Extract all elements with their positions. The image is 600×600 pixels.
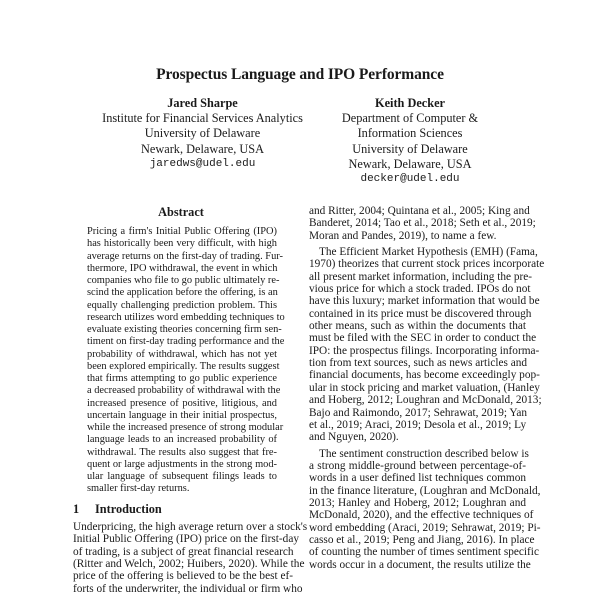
body-line: other means, such as within the documents that [309, 320, 526, 333]
body-line: Moran and Pandes, 2019), to name a few. [309, 229, 497, 242]
author-name: Keith Decker [375, 96, 445, 110]
abstract-line: uncertain language in their initial prospectus, [87, 409, 277, 421]
abstract-line: Pricing a firm's Initial Public Offering (IPO) [87, 226, 277, 237]
author-email: decker@udel.edu [360, 173, 460, 186]
author-affiliation: Newark, Delaware, USA [141, 141, 264, 156]
author-affiliation: Newark, Delaware, USA [348, 156, 472, 171]
body-line: all present market information, including the pre- [309, 270, 533, 283]
abstract-line: scind the application before the offering, is an [87, 287, 278, 299]
abstract-heading: Abstract [158, 205, 204, 219]
abstract-line: equally challenging prediction problem. This [87, 299, 277, 311]
section-number: 1 [73, 502, 80, 516]
abstract-line: withdrawal. The results also suggest that fre- [87, 446, 277, 458]
body-line: must be filed with the SEC in order to conduct the [309, 332, 537, 345]
author-affiliation: Department of Computer & [341, 111, 479, 126]
abstract-line: average returns on the first-day of trading. Fur- [87, 250, 283, 262]
body-line: and Ritter, 2004; Quintana et al., 2005; King and [309, 205, 530, 217]
body-line: of trading, is a subject of great financial research [73, 545, 294, 558]
abstract-line: been explored empirically. The results suggest [87, 360, 280, 372]
abstract-body [87, 226, 285, 496]
author-block-1 [100, 96, 305, 172]
author-affiliation: University of Delaware [352, 141, 468, 156]
abstract-line: companies who file to go public ultimately re- [87, 275, 280, 286]
abstract-line: research utilizes word embedding techniques to [87, 311, 285, 323]
abstract-line: increased presence of positive, litigious, and [87, 397, 277, 409]
introduction-body [73, 521, 308, 595]
body-line: IPO: the prospectus filings. Incorporating informa- [309, 344, 540, 357]
body-line: words in a user defined list techniques common [309, 472, 526, 485]
abstract-line: a decreased probability of withdrawal with the [87, 385, 281, 397]
body-line: tion from text sources, such as news articles and [309, 357, 528, 370]
abstract-line: ular language of subsequent filings leads to [87, 471, 277, 482]
body-line: and Hoberg, 2012; Loughran and McDonald, 2013; [309, 394, 542, 407]
author-name: Jared Sharpe [167, 96, 238, 110]
body-line: 1970) theorizes that current stock prices incorporate [309, 258, 545, 271]
author-email: jaredws@udel.edu [149, 157, 256, 170]
body-line: Initial Public Offering (IPO) price on the first-day [73, 533, 299, 546]
body-line: (Ritter and Welch, 2002; Huibers, 2020). While the [73, 558, 305, 571]
body-line: in the finance literature, (Loughran and McDonald, [309, 484, 541, 497]
abstract-line: language leads to an increased probability of [87, 434, 277, 446]
body-line: Banderet, 2014; Tao et al., 2018; Seth et al., 2019; [309, 217, 536, 230]
section-heading-introduction [73, 502, 162, 517]
abstract-line: has historically been very difficult, with high [87, 238, 277, 250]
abstract-line: quent or large adjustments in the strong mod- [87, 458, 277, 470]
author-affiliation: Information Sciences [357, 126, 463, 141]
paper-title: Prospectus Language and IPO Performance [156, 66, 444, 83]
abstract-line: while the increased presence of strong modular [87, 422, 284, 433]
body-line: The sentiment construction described below is [319, 447, 529, 460]
abstract-line: timent on first-day trading performance and the [87, 336, 285, 348]
body-line: price of the offering is believed to be the best ef- [73, 570, 293, 583]
body-line: a strong middle-ground between percentage-of- [309, 459, 526, 472]
abstract-line: evaluate existing theories concerning firm sen- [87, 324, 282, 335]
abstract-line: probability of withdrawal, which has not yet [87, 348, 277, 360]
body-line: of counting the number of times sentiment specific [309, 546, 539, 559]
abstract-line: that firms attempting to go public experience [87, 373, 277, 384]
body-line: and Nguyen, 2020). [309, 431, 399, 444]
body-line: McDonald, 2020), and the effective techniques of [309, 509, 534, 522]
right-column [309, 205, 545, 571]
body-line: casso et al., 2019; Peng and Jiang, 2016). In place [309, 533, 535, 546]
body-line: forts of the underwriter, the individual or firm who [73, 582, 303, 595]
body-line: word embedding (Araci, 2019; Sehrawat, 2019; Pi- [309, 521, 541, 534]
author-affiliation: University of Delaware [144, 126, 261, 141]
body-line: The Efficient Market Hypothesis (EMH) (Fama, [319, 246, 538, 259]
section-title: Introduction [95, 502, 162, 516]
body-line: et al., 2019; Araci, 2019; Desola et al., 2019; Ly [309, 418, 527, 431]
body-line: financial documents, has become exceedingly pop- [309, 369, 540, 382]
abstract-line: smaller first-day returns. [87, 483, 190, 495]
body-line: Underpricing, the high average return over a stock's [73, 521, 308, 533]
body-line: Bajo and Raimondo, 2017; Sehrawat, 2019; Yan [309, 406, 528, 419]
body-line: contained in its price must be discovered through [309, 307, 532, 320]
author-block-2 [325, 96, 495, 187]
body-line: vious price for which a stock traded. IPOs do not [309, 283, 531, 296]
body-line: have this luxury; market information that would be [309, 295, 540, 308]
body-line: ular in stock pricing and market valuation, (Hanley [309, 381, 540, 394]
author-affiliation: Institute for Financial Services Analytics [102, 111, 303, 126]
body-line: 2013; Hanley and Hoberg, 2012; Loughran and [309, 496, 526, 509]
body-line: words occur in a document, the results utilize the [309, 558, 531, 571]
abstract-line: thermore, IPO withdrawal, the event in which [87, 262, 278, 274]
